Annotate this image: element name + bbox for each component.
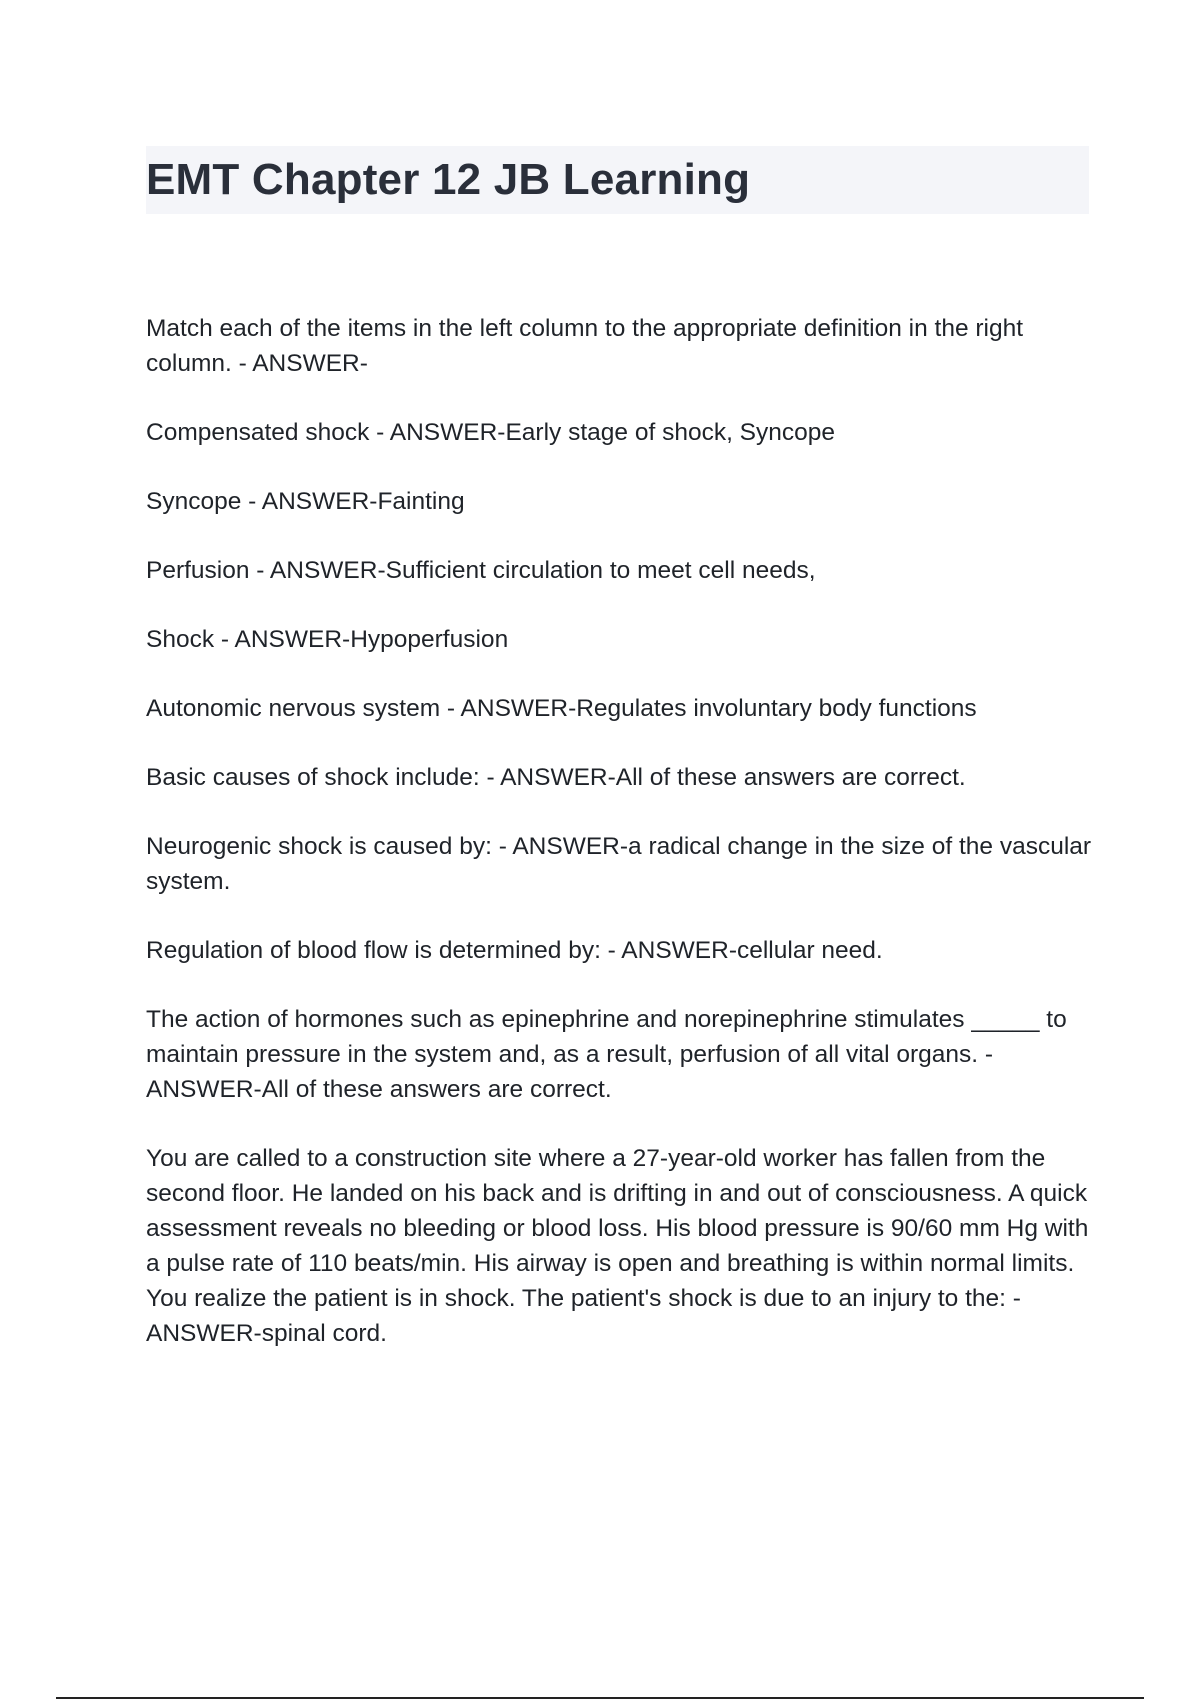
qa-entry: Syncope - ANSWER-Fainting xyxy=(146,488,465,515)
qa-entry: Regulation of blood flow is determined by: - ANSWER-cellular need. xyxy=(146,937,883,964)
qa-entry: Basic causes of shock include: - ANSWER-All of these answers are correct. xyxy=(146,764,966,791)
footer-divider xyxy=(56,1697,1144,1699)
qa-list xyxy=(146,311,1096,1385)
qa-entry: Compensated shock - ANSWER-Early stage of shock, Syncope xyxy=(146,419,836,446)
qa-entry: Neurogenic shock is caused by: - ANSWER-a radical change in the size of the vascular system. xyxy=(146,833,1092,895)
qa-entry: Match each of the items in the left column to the appropriate definition in the right column. - ANSWER- xyxy=(146,315,1024,377)
qa-entry: You are called to a construction site where a 27-year-old worker has fallen from the second floor. He landed on his back and is drifting in and out of consciousness. A quick assessment reveals no bleeding or blood loss. His blood pressure is 90/60 mm Hg with a pulse rate of 110 beats/min. His airway is open and breathing is within normal limits. You realize the patient is in shock. The patient's shock is due to an injury to the: - ANSWER-spinal cord. xyxy=(146,1145,1089,1347)
qa-entry: Shock - ANSWER-Hypoperfusion xyxy=(146,626,509,653)
title-banner xyxy=(146,146,1089,214)
qa-entry: Perfusion - ANSWER-Sufficient circulation to meet cell needs, xyxy=(146,557,816,584)
qa-entry: Autonomic nervous system - ANSWER-Regulates involuntary body functions xyxy=(146,695,977,722)
document-title: EMT Chapter 12 JB Learning xyxy=(146,155,751,204)
qa-entry: The action of hormones such as epinephrine and norepinephrine stimulates _____ to maintain pressure in the system and, as a result, perfusion of all vital organs. - ANSWER-All of these answers are correct. xyxy=(146,1006,1067,1103)
